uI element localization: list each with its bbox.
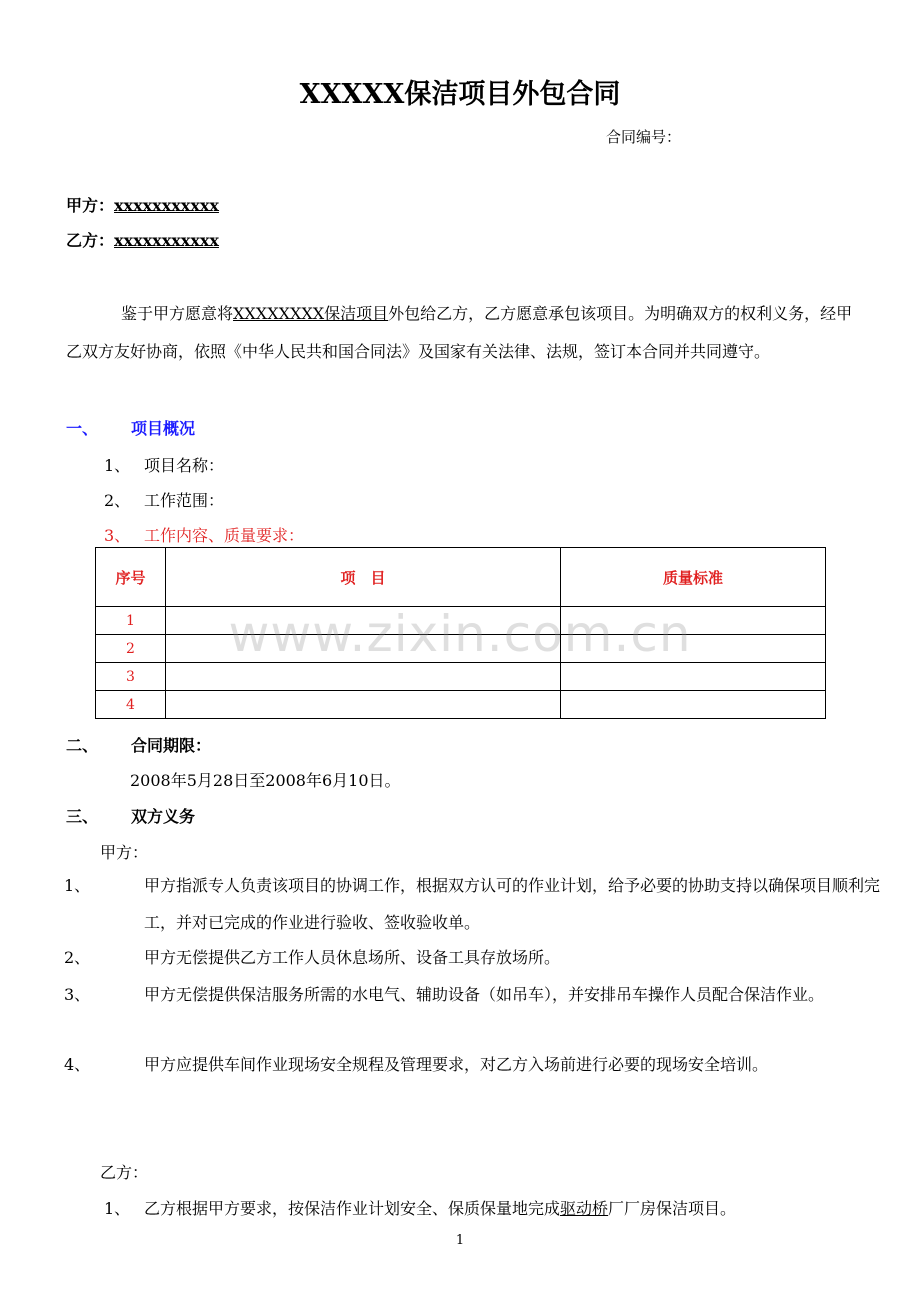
- duty-text-underlined: 驱动桥: [560, 1199, 609, 1218]
- duty-num: 4、: [64, 1055, 91, 1074]
- section1-item-1: [104, 453, 224, 476]
- item-num: 1、: [104, 456, 131, 475]
- item-text: 工作内容、质量要求：: [144, 526, 305, 545]
- party-b-value: xxxxxxxxxxx: [114, 231, 219, 250]
- party-b: [66, 228, 219, 251]
- header-standard: 质量标准: [561, 548, 826, 607]
- section1-heading: [66, 416, 195, 439]
- duty-num: 2、: [64, 948, 91, 967]
- row-index: 2: [96, 635, 166, 663]
- item-text: 项目名称：: [144, 456, 225, 475]
- party-b-label: 乙方：: [66, 231, 115, 250]
- intro-after: 外包给乙方，乙方愿意承包该项目。为明确双方的权利义务，经甲乙双方友好协商，依照《中华人民共和国合同法》及国家有关法律、法规，签订本合同并共同遵守。: [66, 304, 853, 361]
- duty-text-before: 乙方根据甲方要求，按保洁作业计划安全、保质保量地完成: [144, 1199, 561, 1218]
- duty-text: 甲方无偿提供保洁服务所需的水电气、辅助设备（如吊车），并安排吊车操作人员配合保洁作业。: [144, 985, 825, 1004]
- row-index: 4: [96, 691, 166, 719]
- item-num: 3、: [104, 526, 131, 545]
- header-item: 项 目: [166, 548, 561, 607]
- section3-heading: [66, 804, 195, 827]
- row-item: [166, 663, 561, 691]
- table-row: [96, 663, 826, 691]
- duty-text: 甲方无偿提供乙方工作人员休息场所、设备工具存放场所。: [144, 948, 561, 967]
- item-text: 工作范围：: [144, 491, 225, 510]
- section2-title: 合同期限：: [131, 736, 212, 755]
- intro-paragraph: [66, 295, 856, 371]
- party-a-value: xxxxxxxxxxx: [114, 196, 219, 215]
- contract-title: XXXXX保洁项目外包合同: [299, 79, 621, 110]
- row-standard: [561, 663, 826, 691]
- table-row: [96, 691, 826, 719]
- section1-item-3: [104, 523, 304, 546]
- row-index: 1: [96, 607, 166, 635]
- party-b-duty-1: [104, 1196, 736, 1219]
- duty-num: 1、: [104, 1199, 131, 1218]
- party-a-duty-3: [64, 976, 900, 1013]
- section3-title: 双方义务: [131, 807, 196, 826]
- duty-text: 甲方指派专人负责该项目的协调工作，根据双方认可的作业计划，给予必要的协助支持以确保项目顺利完工，并对已完成的作业进行验收、签收验收单。: [144, 876, 881, 932]
- party-a-label: 甲方：: [66, 196, 115, 215]
- party-a-duties-label: 甲方：: [100, 843, 149, 862]
- party-a-duty-2: [64, 939, 900, 976]
- duty-text: 甲方应提供车间作业现场安全规程及管理要求，对乙方入场前进行必要的现场安全培训。: [144, 1055, 769, 1074]
- item-num: 2、: [104, 491, 131, 510]
- party-b-duties-label: 乙方：: [100, 1163, 149, 1182]
- party-a-duty-1: [64, 867, 900, 941]
- intro-before: 鉴于甲方愿意将: [121, 304, 234, 323]
- watermark: www.zixin.com.cn: [228, 605, 692, 663]
- party-a: [66, 193, 219, 216]
- section3-num: 三、: [66, 807, 99, 826]
- row-standard: [561, 691, 826, 719]
- section1-title: 项目概况: [131, 419, 196, 438]
- section2-num: 二、: [66, 736, 99, 755]
- row-item: [166, 691, 561, 719]
- page-number: 1: [455, 1233, 465, 1248]
- duty-num: 1、: [64, 876, 91, 895]
- table-header-row: [96, 548, 826, 607]
- section2-heading: [66, 733, 211, 756]
- contract-period: 2008年5月28日至2008年6月10日。: [130, 771, 401, 790]
- duty-num: 3、: [64, 985, 91, 1004]
- party-a-duty-4: [64, 1046, 900, 1083]
- duty-text-after: 厂厂房保洁项目。: [608, 1199, 737, 1218]
- section1-num: 一、: [66, 419, 99, 438]
- header-index: 序号: [96, 548, 166, 607]
- contract-number-label: 合同编号：: [606, 128, 682, 146]
- row-index: 3: [96, 663, 166, 691]
- intro-project: XXXXXXXX保洁项目: [233, 304, 389, 323]
- section1-item-2: [104, 488, 224, 511]
